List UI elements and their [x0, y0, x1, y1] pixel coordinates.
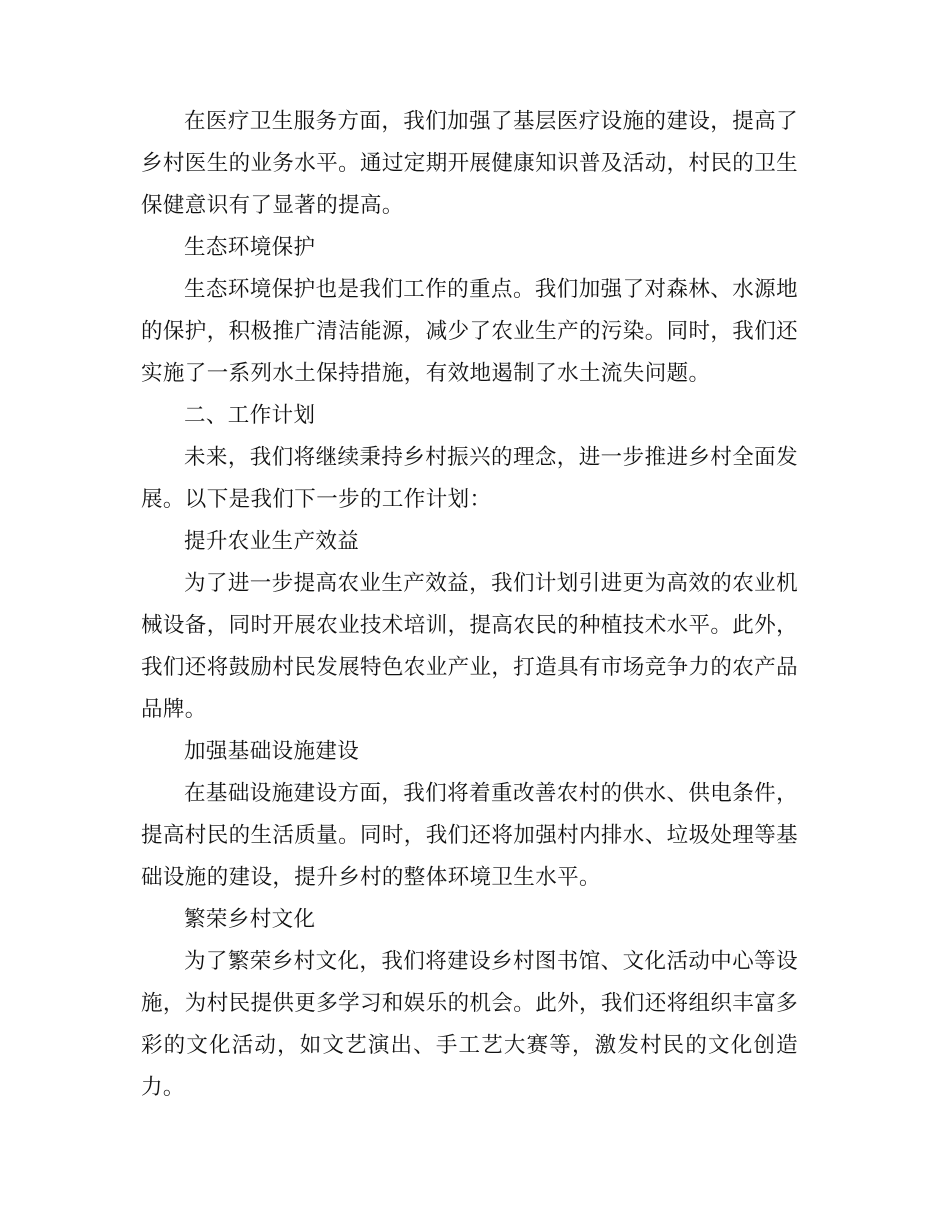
heading-work-plan: 二、工作计划 — [184, 403, 316, 428]
paragraph-healthcare: 在医疗卫生服务方面，我们加强了基层医疗设施的建设，提高了乡村医生的业务水平。通过定期开展健康知识普及活动，村民的卫生保健意识有了显著的提高。 — [141, 109, 799, 218]
paragraph-work-plan-intro: 未来，我们将继续秉持乡村振兴的理念，进一步推进乡村全面发展。以下是我们下一步的工作计划： — [141, 445, 798, 512]
paragraph-infrastructure: 在基础设施建设方面，我们将着重改善农村的供水、供电条件，提高村民的生活质量。同时，我们还将加强村内排水、垃圾处理等基础设施的建设，提升乡村的整体环境卫生水平。 — [141, 781, 799, 890]
paragraph-agriculture: 为了进一步提高农业生产效益，我们计划引进更为高效的农业机械设备，同时开展农业技术培训，提高农民的种植技术水平。此外，我们还将鼓励村民发展特色农业产业，打造具有市场竞争力的农产品品牌。 — [141, 571, 799, 722]
paragraph-ecology: 生态环境保护也是我们工作的重点。我们加强了对森林、水源地的保护，积极推广清洁能源，减少了农业生产的污染。同时，我们还实施了一系列水土保持措施，有效地遏制了水土流失问题。 — [141, 277, 799, 386]
heading-infrastructure: 加强基础设施建设 — [184, 739, 360, 764]
heading-ecology: 生态环境保护 — [184, 235, 316, 260]
heading-agriculture: 提升农业生产效益 — [184, 529, 360, 554]
heading-culture: 繁荣乡村文化 — [184, 907, 316, 932]
paragraph-culture: 为了繁荣乡村文化，我们将建设乡村图书馆、文化活动中心等设施，为村民提供更多学习和娱乐的机会。此外，我们还将组织丰富多彩的文化活动，如文艺演出、手工艺大赛等，激发村民的文化创造力。 — [141, 949, 799, 1100]
